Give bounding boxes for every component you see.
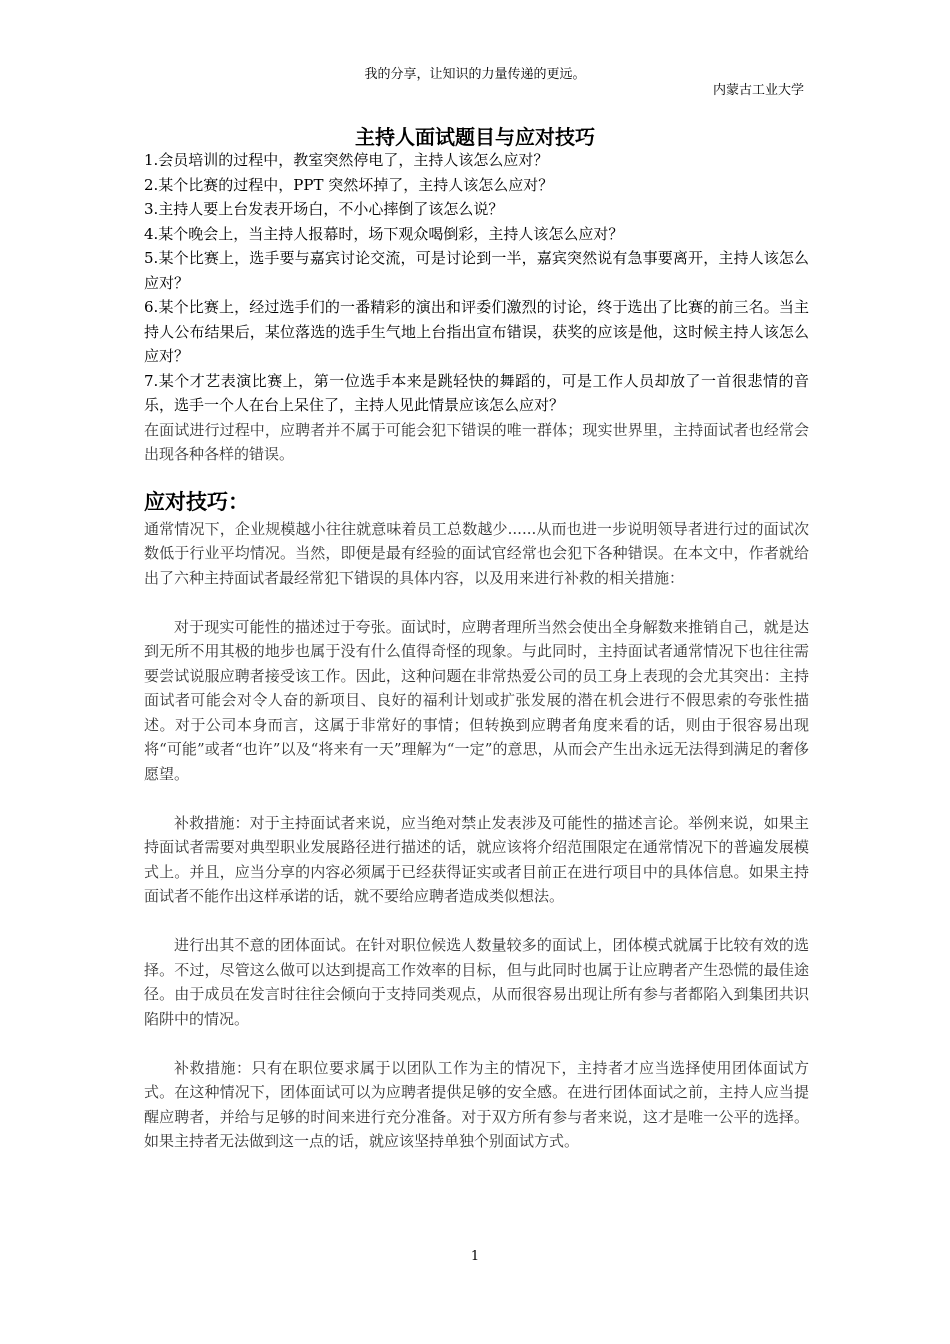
question-item: 2.某个比赛的过程中，PPT 突然坏掉了，主持人该怎么应对？ <box>144 175 554 194</box>
section-heading: 应对技巧： <box>144 488 249 514</box>
body-paragraph: 补救措施：只有在职位要求属于以团队工作为主的情况下，主持者才应当选择使用团体面试方式。在这种情况下，团体面试可以为应聘者提供足够的安全感。在进行团体面试之前，主持人应当提醒应聘者，并给与足够的时间来进行充分准备。对于双方所有参与者来说，这才是唯一公平的选择。如果主持者无法做到这一点的话，就应该坚持单独个别面试方式。 <box>144 1058 809 1150</box>
document-body <box>144 148 809 1154</box>
question-item: 1.会员培训的过程中，教室突然停电了，主持人该怎么应对？ <box>144 151 549 169</box>
body-paragraph: 对于现实可能性的描述过于夸张。面试时，应聘者理所当然会使出全身解数来推销自己，就是达到无所不用其极的地步也属于没有什么值得奇怪的现象。与此同时，主持面试者通常情况下也往往需要尝试说服应聘者接受该工作。因此，这种问题在非常热爱公司的员工身上表现的会尤其突出：主持面试者可能会对令人奋的新项目、良好的福利计划或扩张发展的潜在机会进行不假思索的夸张性描述。对于公司本身而言，这属于非常好的事情；但转换到应聘者角度来看的话，则由于很容易出现将“可能”或者“也许”以及“将来有一天”理解为“一定”的意思，从而会产生出永远无法得到满足的奢侈愿望。 <box>144 617 809 783</box>
paragraph-spacer <box>144 786 809 811</box>
paragraph-spacer <box>144 1031 809 1056</box>
page-number: 1 <box>470 1249 480 1264</box>
question-item: 4.某个晚会上，当主持人报幕时，场下观众喝倒彩，主持人该怎么应对？ <box>144 224 624 243</box>
question-item: 3.主持人要上台发表开场白，不小心摔倒了该怎么说？ <box>144 200 504 218</box>
intro-paragraph: 在面试进行过程中，应聘者并不属于可能会犯下错误的唯一群体；现实世界里，主持面试者也经常会出现各种各样的错误。 <box>144 420 809 463</box>
question-item: 7.某个才艺表演比赛上，第一位选手本来是跳轻快的舞蹈的，可是工作人员却放了一首很悲情的音乐，选手一个人在台上呆住了，主持人见此情景应该怎么应对？ <box>144 371 809 414</box>
document-title: 主持人面试题目与应对技巧 <box>355 125 595 149</box>
question-item: 6.某个比赛上，经过选手们的一番精彩的演出和评委们激烈的讨论，终于选出了比赛的前三名。当主持人公布结果后，某位落选的选手生气地上台指出宣布错误，获奖的应该是他，这时候主持人该怎么应对？ <box>144 298 809 365</box>
question-item: 5.某个比赛上，选手要与嘉宾讨论交流，可是讨论到一半，嘉宾突然说有急事要离开，主持人该怎么应对？ <box>144 249 809 292</box>
paragraph-spacer <box>144 590 809 615</box>
header-slogan: 我的分享，让知识的力量传递的更远。 <box>364 67 586 82</box>
body-paragraph: 补救措施：对于主持面试者来说，应当绝对禁止发表涉及可能性的描述言论。举例来说，如果主持面试者需要对典型职业发展路径进行描述的话，就应该将介绍范围限定在通常情况下的普遍发展模式上。并且，应当分享的内容必须属于已经获得证实或者目前正在进行项目中的具体信息。如果主持面试者不能作出这样承诺的话，就不要给应聘者造成类似想法。 <box>144 813 809 905</box>
lead-paragraph: 通常情况下，企业规模越小往往就意味着员工总数越少......从而也进一步说明领导者进行过的面试次数低于行业平均情况。当然，即便是最有经验的面试官经常也会犯下各种错误。在本文中，作者就给出了六种主持面试者最经常犯下错误的具体内容，以及用来进行补救的相关措施： <box>144 519 809 587</box>
header-institution: 内蒙古工业大学 <box>712 83 804 98</box>
body-paragraph: 进行出其不意的团体面试。在针对职位候选人数量较多的面试上，团体模式就属于比较有效的选择。不过，尽管这么做可以达到提高工作效率的目标，但与此同时也属于让应聘者产生恐慌的最佳途径。由于成员在发言时往往会倾向于支持同类观点，从而很容易出现让所有参与者都陷入到集团共识陷阱中的情况。 <box>144 936 809 1028</box>
paragraph-spacer <box>144 909 809 934</box>
